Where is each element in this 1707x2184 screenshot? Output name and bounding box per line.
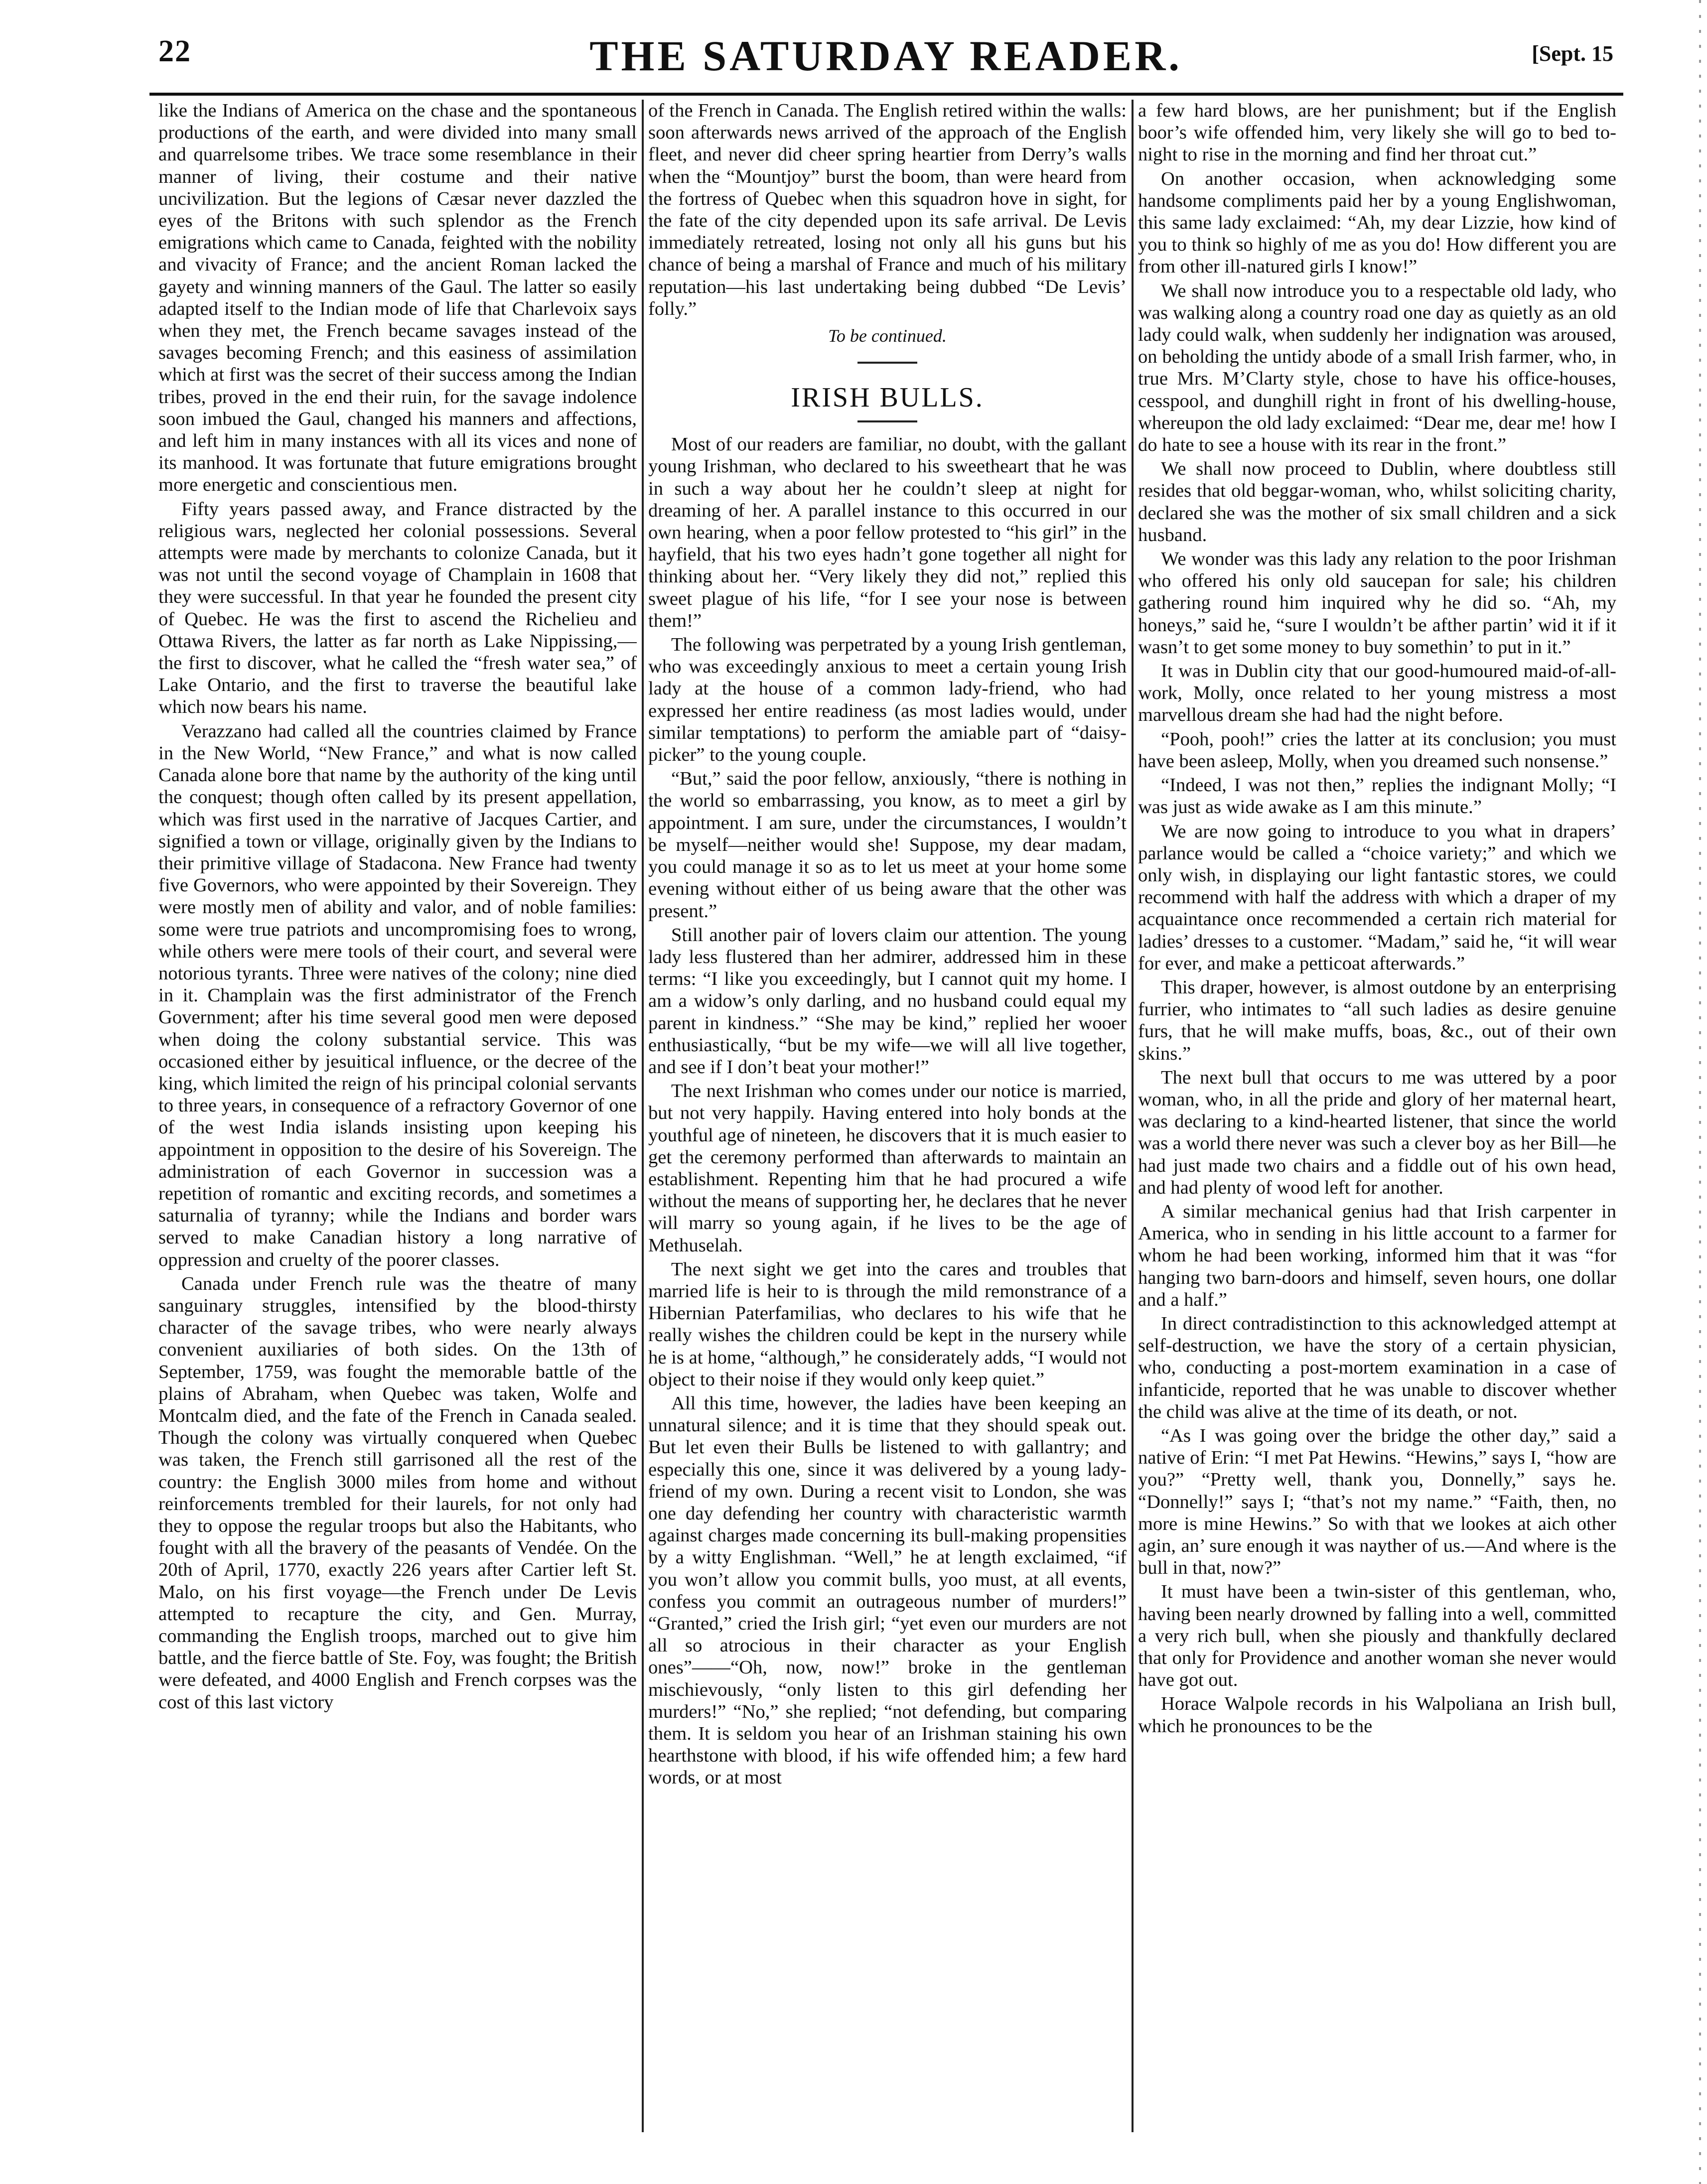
column-divider xyxy=(1132,100,1134,2132)
paragraph: All this time, however, the ladies have been keeping an unnatural silence; and it is time that they should speak out. But let even their Bulls be listened to with gallantry; and especially this one, since it was delivered by a young lady-friend of my own. During a recent visit to London, she was one day defending her country with characteristic warmth against charges made concerning its bull-making propensities by a witty Englishman. “Well,” he at length exclaimed, “if you won’t allow you commit bulls, yoo must, at all events, confess you commit an outrageous number of murders!” “Granted,” cried the Irish girl; “yet even our murders are not all so atrocious in their character as your English ones”——“Oh, now, now!” broke in the gentleman mischievously, “only listen to this girl defending her murders!” “No,” she replied; “not defending, but comparing them. It is seldom you hear of an Irishman staining his own hearthstone with blood, if his wife offended him; a few hard words, or at most xyxy=(648,1392,1127,1788)
paragraph: of the French in Canada. The English retired within the walls: soon afterwards news arrived of the approach of the English fleet, and never did cheer spring heartier from Derry’s walls when the “Mountjoy” burst the boom, than were heard from the fortress of Quebec when this squadron hove in sight, for the fate of the city depended upon its safe arrival. De Levis immediately retreated, losing not only all his guns but his chance of being a marshal of France and much of his military reputation—his last undertaking being dubbed “De Levis’ folly.” xyxy=(648,100,1127,319)
paragraph: The following was perpetrated by a young Irish gentleman, who was exceedingly anxious to meet a certain young Irish lady at the house of a common lady-friend, who had expressed her entire readiness (as most ladies would, under similar temptations) to perform the amiable part of “daisy-picker” to the young couple. xyxy=(648,634,1127,766)
to-be-continued-note: To be continued. xyxy=(828,326,947,346)
paragraph: The next sight we get into the cares and troubles that married life is heir to is through the mild remonstrance of a Hibernian Paterfamilias, who declares to his wife that he really wishes the children could be kept in the nursery while he is at home, “although,” he considerately adds, “I would not object to their noise if they would only keep quiet.” xyxy=(648,1258,1127,1390)
paragraph: We wonder was this lady any relation to the poor Irishman who offered his only old saucepan for sale; his children gathering round him inquired why he did so. “Ah, my honeys,” said he, “sure I wouldn’t be afther partin’ wid it if it wasn’t to get some money to buy somethin’ to put in it.” xyxy=(1138,548,1616,658)
article-title: IRISH BULLS. xyxy=(791,382,984,413)
paragraph: a few hard blows, are her punishment; but if the English boor’s wife offended him, very likely she will go to bed to-night to rise in the morning and find her throat cut.” xyxy=(1138,100,1616,165)
column-middle xyxy=(648,100,1127,2132)
paragraph: The next bull that occurs to me was uttered by a poor woman, who, in all the pride and glory of her maternal heart, was declaring to a kind-hearted listener, that since the world was a world there never was such a clever boy as her Bill—he had just made two chairs and a fiddle out of his own head, and had plenty of wood left for another. xyxy=(1138,1067,1616,1198)
paragraph: It was in Dublin city that our good-humoured maid-of-all-work, Molly, once related to her young mistress a most marvellous dream she had had the night before. xyxy=(1138,661,1616,726)
paragraph: “But,” said the poor fellow, anxiously, “there is nothing in the world so embarrassing, you know, as to meet a girl by appointment. I am sure, under the circumstances, I wouldn’t be myself—neither would she! Suppose, my dear madam, you could manage it so as to let us meet at your home some evening without either of us being aware that the other was present.” xyxy=(648,768,1127,922)
column-divider xyxy=(642,100,644,2132)
paragraph: On another occasion, when acknowledging some handsome compliments paid her by a young Englishwoman, this same lady exclaimed: “Ah, my dear Lizzie, how kind of you to think so highly of me as you do! How different you are from other ill-natured girls I know!” xyxy=(1138,168,1616,277)
paragraph: A similar mechanical genius had that Irish carpenter in America, who in sending in his little account to a farmer for whom he had been working, informed him that it was “for hanging two barn-doors and himself, seven hours, one dollar and a half.” xyxy=(1138,1201,1616,1310)
paragraph: Horace Walpole records in his Walpoliana an Irish bull, which he pronounces to be the xyxy=(1138,1693,1616,1737)
paragraph: Verazzano had called all the countries claimed by France in the New World, “New France,” and what is now called Canada alone bore that name by the authority of the king until the conquest; though often called by its present appellation, which was first used in the narrative of Jacques Cartier, and signified a town or village, originally given by the Indians to their primitive village of Stadacona. New France had twenty five Governors, who were appointed by their Sovereign. They were mostly men of ability and valor, and of noble families: some were true patriots and uncompromising foes to wrong, while others were mere tools of their court, and several were notorious tyrants. Three were natives of the colony; nine died in it. Champlain was the first administrator of the French Government; after his time several good men were deposed when doing the colony substantial service. This was occasioned either by jesuitical influence, or the decree of the king, which limited the reign of his principal colonial servants to three years, in consequence of a refractory Governor of one of the west India islands insisting upon keeping his appointment in opposition to the desire of his Sovereign. The administration of each Governor in succession was a repetition of romantic and exciting records, and sometimes a saturnalia of tyranny; while the Indians and border wars served to make Canadian history a long narrative of oppression and cruelty of the poorer classes. xyxy=(158,720,637,1270)
page-edge-marks xyxy=(1699,0,1701,2184)
issue-date: [Sept. 15 xyxy=(1532,41,1613,66)
paragraph: Canada under French rule was the theatre of many sanguinary struggles, intensified by the blood-thirsty character of the savage tribes, who were nearly always convenient auxiliaries of both sides. On the 13th of September, 1759, was fought the memorable battle of the plains of Abraham, when Quebec was taken, Wolfe and Montcalm died, and the fate of the French in Canada sealed. Though the colony was virtually conquered when Quebec was taken, the French still garrisoned all the rest of the country: the English 3000 miles from home and without reinforcements trembled for their laurels, for not only had they to oppose the regular troops but also the Habitants, who fought with all the bravery of the peasants of Vendée. On the 20th of April, 1770, exactly 226 years after Cartier left St. Malo, on his first voyage—the French under De Levis attempted to recapture the city, and Gen. Murray, commanding the English troops, marched out to give him battle, and the fierce battle of Ste. Foy, was fought; the British were defeated, and 4000 English and French corpses was the cost of this last victory xyxy=(158,1273,637,1713)
paragraph: It must have been a twin-sister of this gentleman, who, having been nearly drowned by falling into a well, committed a very rich bull, when she piously and thankfully declared that only for Providence and another woman she never would have got out. xyxy=(1138,1581,1616,1691)
paragraph: Fifty years passed away, and France distracted by the religious wars, neglected her colonial possessions. Several attempts were made by merchants to colonize Canada, but it was not until the second voyage of Champlain in 1608 that they were successful. In that year he founded the present city of Quebec. He was the first to ascend the Richelieu and Ottawa Rivers, the latter as far north as Lake Nippissing,—the first to discover, what he called the “fresh water sea,” of Lake Ontario, and the first to traverse the beautiful lake which now bears his name. xyxy=(158,498,637,718)
paragraph: The next Irishman who comes under our notice is married, but not very happily. Having entered into holy bonds at the youthful age of nineteen, he discovers that it is much easier to get the ceremony performed than afterwards to maintain an establishment. Repenting him that he had procured a wife without the means of supporting her, he declares that he never will marry so young again, if he lives to be the age of Methuselah. xyxy=(648,1081,1127,1256)
paragraph: We are now going to introduce to you what in drapers’ parlance would be called a “choice variety;” and which we only wish, in displaying our light fantastic stores, we could recommend with half the address with which a draper of my acquaintance once recommended a certain rich material for ladies’ dresses to a customer. “Madam,” said he, “it will wear for ever, and make a petticoat afterwards.” xyxy=(1138,820,1616,974)
paragraph: This draper, however, is almost outdone by an enterprising furrier, who intimates to “all such ladies as desire genuine furs, that he will make muffs, boas, &c., out of their own skins.” xyxy=(1138,976,1616,1064)
paragraph: We shall now proceed to Dublin, where doubtless still resides that old beggar-woman, who, whilst soliciting charity, declared she was the mother of six small children and a sick husband. xyxy=(1138,458,1616,546)
title-rule xyxy=(857,420,917,422)
paragraph: Most of our readers are familiar, no doubt, with the gallant young Irishman, who declared to his sweetheart that he was in such a way about her he couldn’t sleep at night for dreaming of her. A parallel instance to this occurred in our own hearing, when a poor fellow protested to “his girl” in the hayfield, that his two eyes hadn’t gone together all night for thinking about her. “Very likely they did not,” replied this sweet plague of his life, “for I see your nose is between them!” xyxy=(648,434,1127,631)
header-rule xyxy=(149,93,1623,96)
paragraph: like the Indians of America on the chase and the spontaneous productions of the earth, and were divided into many small and quarrelsome tribes. We trace some resemblance in their manner of living, their costume and their native uncivilization. But the legions of Cæsar never dazzled the eyes of the Britons with such splendor as the French emigrations which came to Canada, feighted with the nobility and vivacity of France; and the ancient Roman lacked the gayety and winning manners of the Gaul. The latter so easily adapted itself to the Indian mode of life that Charlevoix says when they met, the French became savages instead of the savages becoming French; and this easiness of assimilation which at first was the secret of their success among the Indian tribes, proved in the end their ruin, for the savage indolence soon imbued the Gaul, changed his manners and affections, and left him in many instances with all its vices and none of its manhood. It was fortunate that future emigrations brought more energetic and conscientious men. xyxy=(158,100,637,496)
page-number: 22 xyxy=(158,34,191,68)
paragraph: “Pooh, pooh!” cries the latter at its conclusion; you must have been asleep, Molly, when you dreamed such nonsense.” xyxy=(1138,728,1616,772)
paragraph: In direct contradistinction to this acknowledged attempt at self-destruction, we have the story of a certain physician, who, conducting a post-mortem examination in a case of infanticide, reported that he was unable to discover whether the child was alive at the time of its death, or not. xyxy=(1138,1313,1616,1422)
paragraph: “As I was going over the bridge the other day,” said a native of Erin: “I met Pat Hewins. “Hewins,” says I, “how are you?” “Pretty well, thank you, Donnelly,” says he. “Donnelly!” says I; “that’s not my name.” “Faith, then, no more is mine Hewins.” So with that we lookes at aich other agin, an’ sure enough it was nayther of us.—And where is the bull in that, now?” xyxy=(1138,1425,1616,1579)
paragraph: We shall now introduce you to a respectable old lady, who was walking along a country road one day as quietly as an old lady could walk, when suddenly her indignation was aroused, on beholding the untidy abode of a small Irish farmer, who, in true Mrs. M’Clarty style, chose to have his office-houses, cesspool, and dunghill right in front of his dwelling-house, whereupon the old lady exclaimed: “Dear me, dear me! how I do hate to see a house with its rear in the front.” xyxy=(1138,280,1616,456)
page-header xyxy=(158,25,1613,90)
section-separator xyxy=(857,362,917,364)
column-left xyxy=(158,100,637,2132)
paragraph: “Indeed, I was not then,” replies the indignant Molly; “I was just as wide awake as I am this minute.” xyxy=(1138,775,1616,818)
column-right xyxy=(1138,100,1616,2132)
paragraph: Still another pair of lovers claim our attention. The young lady less flustered than her admirer, addressed him in these terms: “I like you exceedingly, but I cannot quit my home. I am a widow’s only darling, and no husband could equal my parent in kindness.” “She may be kind,” replied her wooer enthusiastically, “but be my wife—we will all live together, and see if I don’t beat your mother!” xyxy=(648,924,1127,1078)
journal-title: THE SATURDAY READER. xyxy=(589,32,1182,80)
